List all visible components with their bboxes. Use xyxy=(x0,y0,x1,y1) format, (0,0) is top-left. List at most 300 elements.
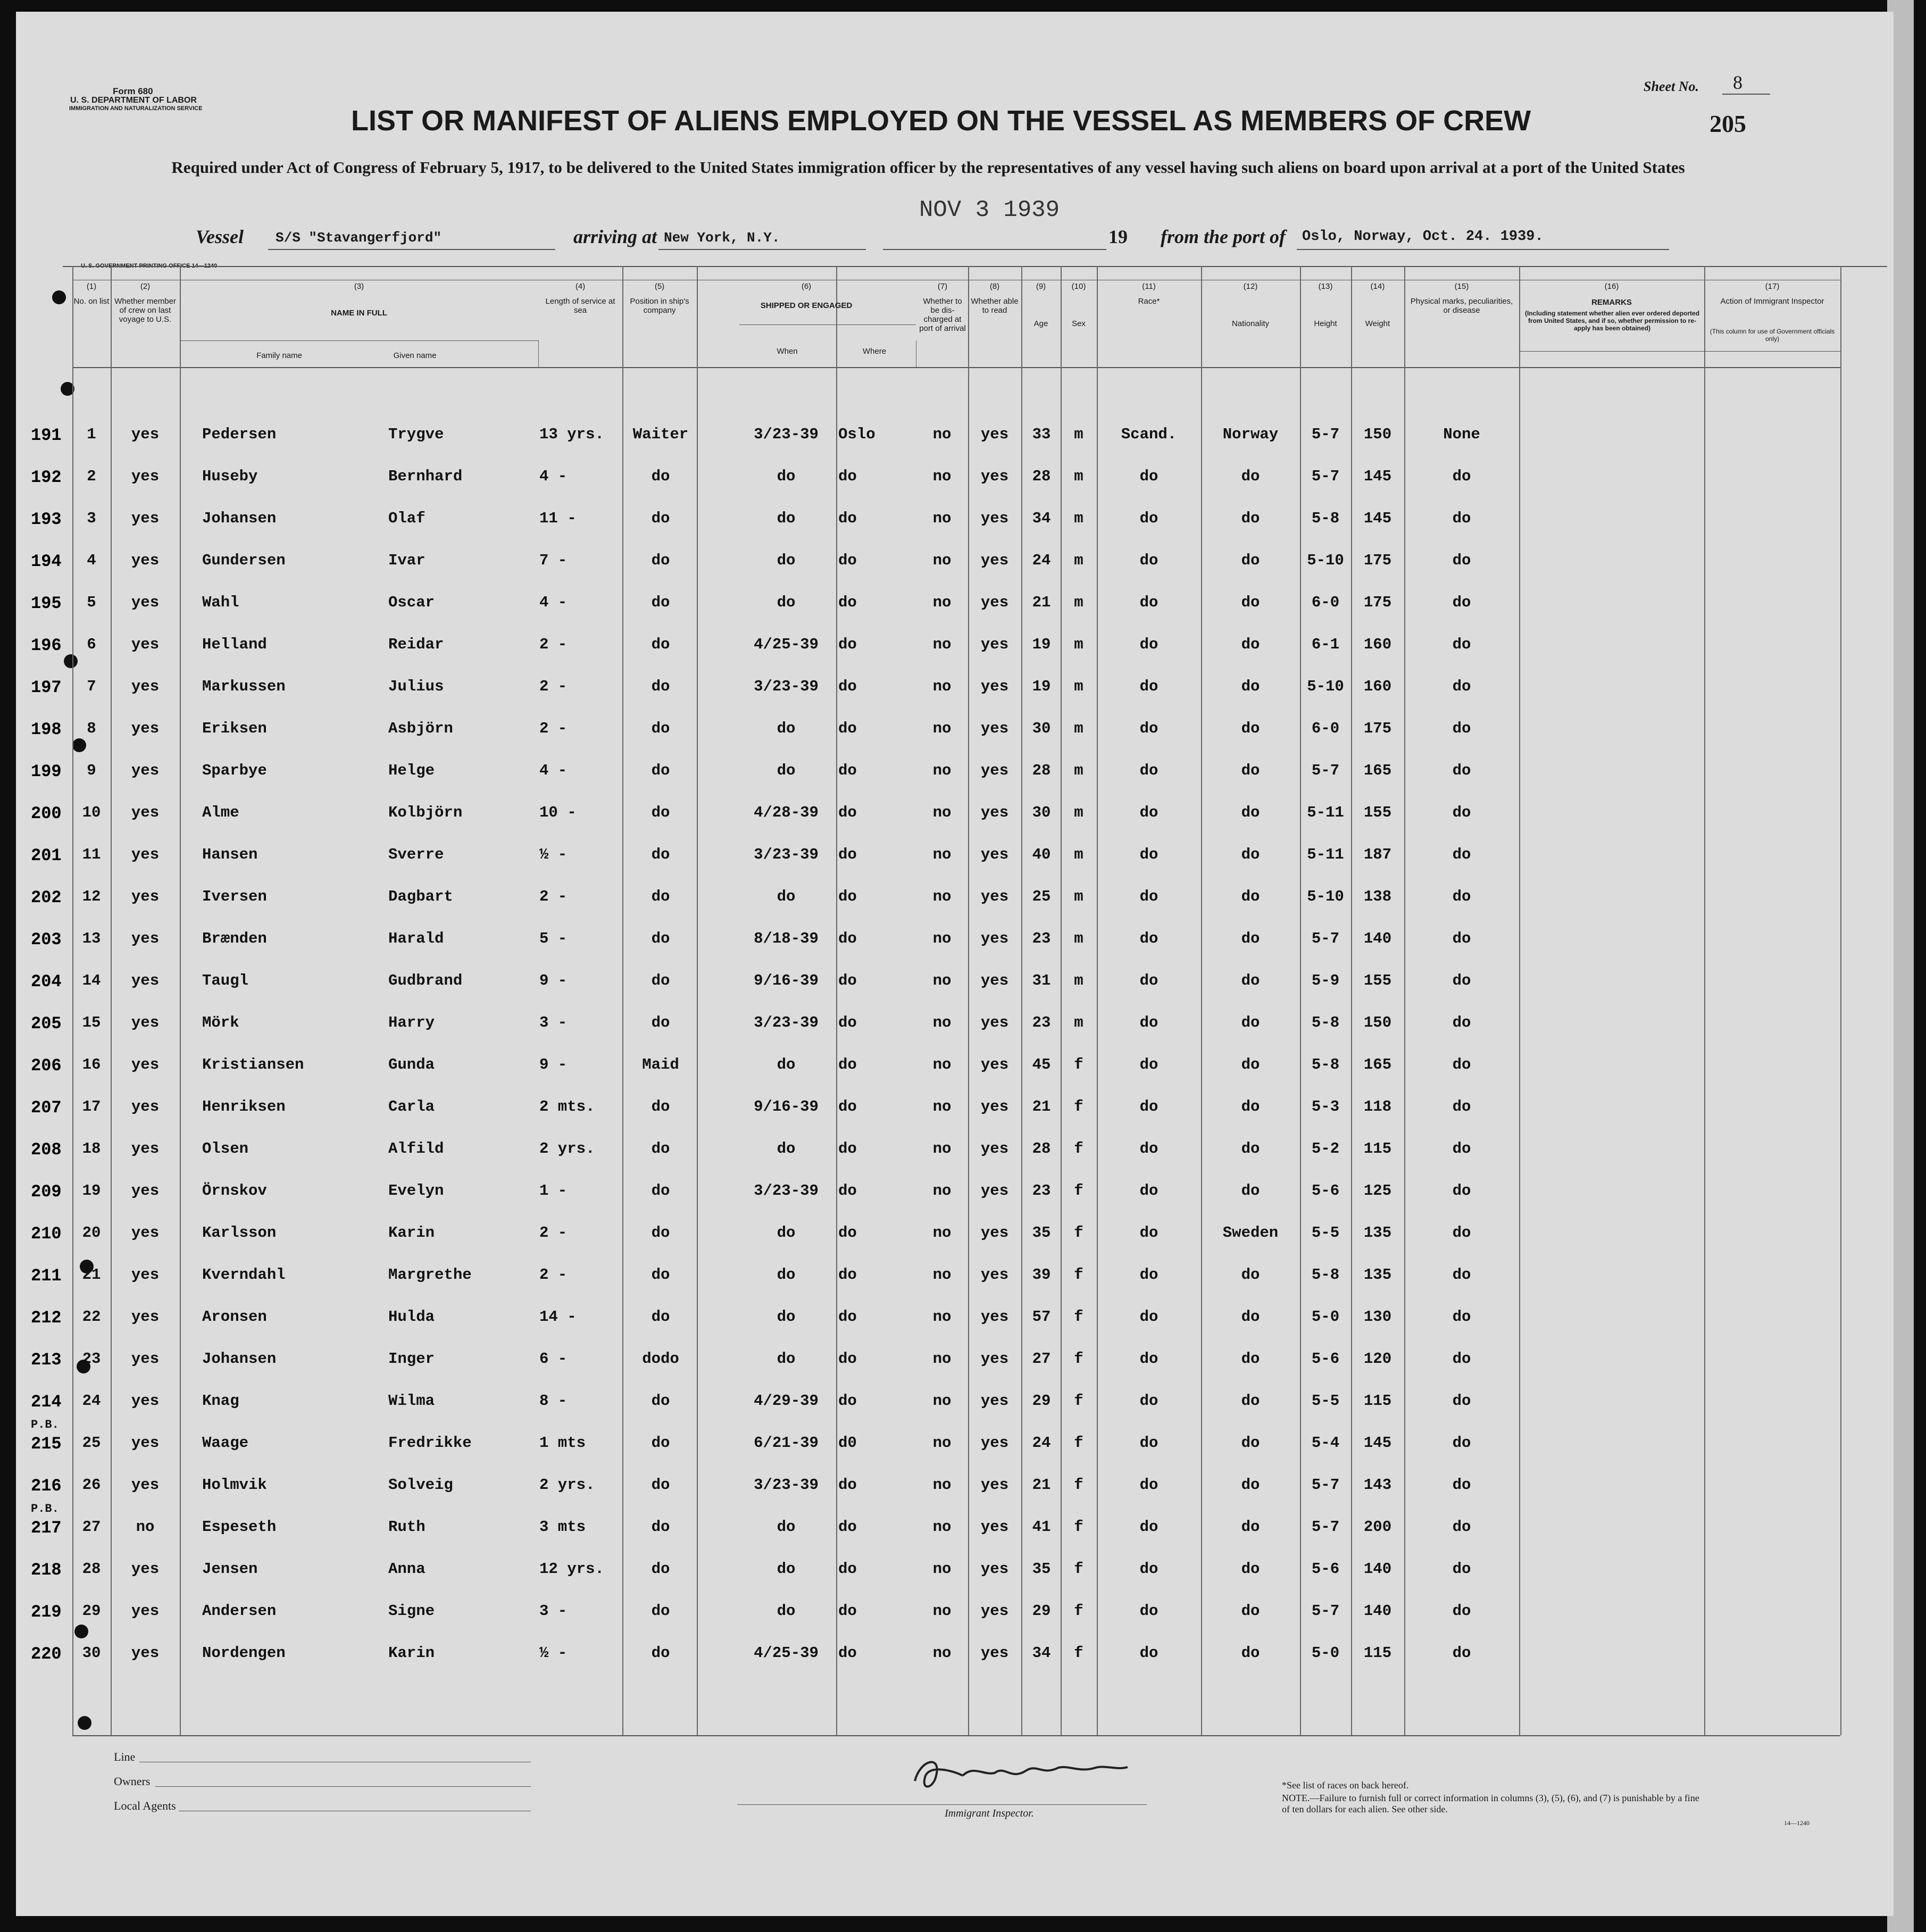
column-number: (3) xyxy=(354,282,364,291)
cell-sex: m xyxy=(1074,678,1083,695)
punch-hole xyxy=(74,1625,88,1638)
table-rule xyxy=(1351,266,1352,1735)
cell-last-voyage: yes xyxy=(131,1182,160,1200)
cell-family: Holmvik xyxy=(202,1476,267,1494)
cell-race: do xyxy=(1139,1182,1158,1200)
cell-age: 30 xyxy=(1032,804,1051,821)
cell-discharged: no xyxy=(932,1224,952,1242)
cell-discharged: no xyxy=(932,678,952,695)
cell-family: Eriksen xyxy=(202,720,267,737)
column-header: Whether to be dis-charged at port of arrival xyxy=(919,297,966,333)
cell-serial: 208 xyxy=(31,1140,62,1160)
cell-marks: do xyxy=(1452,1182,1471,1200)
cell-when: do xyxy=(777,762,796,779)
cell-nationality: do xyxy=(1241,1602,1260,1620)
cell-position: do xyxy=(651,1266,670,1284)
cell-race: do xyxy=(1139,846,1158,863)
cell-nationality: do xyxy=(1241,1266,1260,1284)
cell-nationality: do xyxy=(1241,1182,1260,1200)
cell-no: 23 xyxy=(82,1350,101,1368)
cell-weight: 145 xyxy=(1363,510,1392,527)
cell-where: do xyxy=(838,636,857,653)
cell-weight: 140 xyxy=(1363,1602,1392,1620)
cell-serial: 207 xyxy=(31,1098,62,1118)
cell-where: do xyxy=(838,1350,857,1368)
cell-age: 24 xyxy=(1032,552,1051,569)
cell-serial: 203 xyxy=(31,930,62,950)
cell-read: yes xyxy=(980,762,1009,779)
cell-marks: do xyxy=(1452,846,1471,863)
cell-no: 5 xyxy=(87,594,96,611)
cell-discharged: no xyxy=(932,552,952,569)
cell-nationality: do xyxy=(1241,846,1260,863)
cell-position: do xyxy=(651,468,670,485)
cell-discharged: no xyxy=(932,720,952,737)
cell-weight: 175 xyxy=(1363,594,1392,611)
cell-age: 23 xyxy=(1032,1182,1051,1200)
cell-position: do xyxy=(651,1224,670,1242)
cell-height: 5-5 xyxy=(1311,1392,1340,1410)
punch-hole xyxy=(64,654,78,668)
cell-marks: do xyxy=(1452,1224,1471,1242)
cell-service: 5 - xyxy=(539,930,568,947)
cell-weight: 165 xyxy=(1363,1056,1392,1073)
cell-where: do xyxy=(838,678,857,695)
cell-weight: 115 xyxy=(1363,1140,1392,1157)
manifest-subtitle: Required under Act of Congress of February 5, 1917, to be delivered to the United States immigration officer by the representatives of any vessel having such aliens on board upon arrival at a port of the United States xyxy=(171,158,1685,177)
cell-serial: 205 xyxy=(31,1014,62,1034)
cell-when: do xyxy=(777,594,796,611)
cell-family: Mörk xyxy=(202,1014,239,1031)
cell-service: 2 - xyxy=(539,1224,568,1242)
cell-given: Evelyn xyxy=(388,1182,444,1200)
cell-given: Harald xyxy=(388,930,444,947)
pb-mark: P.B. xyxy=(31,1502,59,1515)
cell-sex: f xyxy=(1074,1518,1083,1536)
cell-age: 29 xyxy=(1032,1392,1051,1410)
cell-no: 14 xyxy=(82,972,101,989)
cell-sex: f xyxy=(1074,1350,1083,1368)
owners-underline xyxy=(155,1786,531,1787)
cell-serial: 192 xyxy=(31,468,62,487)
cell-family: Huseby xyxy=(202,468,258,485)
cell-position: do xyxy=(651,1518,670,1536)
cell-position: do xyxy=(651,720,670,737)
cell-sex: m xyxy=(1074,468,1083,485)
column-header: Race* xyxy=(1138,297,1160,306)
cell-read: yes xyxy=(980,1140,1009,1157)
cell-family: Karlsson xyxy=(202,1224,277,1242)
cell-weight: 187 xyxy=(1363,846,1392,863)
cell-serial: 197 xyxy=(31,678,62,697)
cell-nationality: do xyxy=(1241,1644,1260,1662)
cell-weight: 175 xyxy=(1363,552,1392,569)
cell-family: Knag xyxy=(202,1392,239,1410)
cell-no: 16 xyxy=(82,1056,101,1073)
cell-height: 6-0 xyxy=(1311,594,1340,611)
cell-service: 9 - xyxy=(539,1056,568,1073)
cell-when: 3/23-39 xyxy=(754,1014,819,1031)
cell-read: yes xyxy=(980,1098,1009,1115)
cell-no: 21 xyxy=(82,1266,101,1284)
cell-age: 57 xyxy=(1032,1308,1051,1326)
cell-position: do xyxy=(651,1140,670,1157)
cell-weight: 115 xyxy=(1363,1392,1392,1410)
date-underline xyxy=(883,249,1106,250)
cell-when: 3/23-39 xyxy=(754,1182,819,1200)
cell-where: do xyxy=(838,510,857,527)
cell-race: do xyxy=(1139,1560,1158,1578)
cell-last-voyage: yes xyxy=(131,1308,160,1326)
cell-height: 5-2 xyxy=(1311,1140,1340,1157)
cell-race: do xyxy=(1139,1308,1158,1326)
table-rule xyxy=(1097,266,1098,1735)
column-header: Whether able to read xyxy=(971,297,1019,315)
cell-discharged: no xyxy=(932,1434,952,1452)
cell-nationality: do xyxy=(1241,1476,1260,1494)
cell-last-voyage: yes xyxy=(131,804,160,821)
cell-when: do xyxy=(777,1266,796,1284)
cell-service: 2 yrs. xyxy=(539,1476,595,1494)
table-rule xyxy=(538,340,539,367)
cell-discharged: no xyxy=(932,510,952,527)
cell-height: 5-7 xyxy=(1311,1476,1340,1494)
cell-discharged: no xyxy=(932,1266,952,1284)
cell-height: 5-7 xyxy=(1311,930,1340,947)
column-header: Sex xyxy=(1072,319,1086,328)
cell-last-voyage: yes xyxy=(131,888,160,905)
cell-position: do xyxy=(651,594,670,611)
cell-weight: 150 xyxy=(1363,426,1392,443)
cell-read: yes xyxy=(980,678,1009,695)
penalty-note: NOTE.—Failure to furnish full or correct information in columns (3), (5), (6), and (7) is punishable by a fine of ten dollars for each alien. See other side. xyxy=(1282,1793,1699,1814)
table-rule xyxy=(1300,266,1301,1735)
cell-marks: do xyxy=(1452,678,1471,695)
cell-sex: f xyxy=(1074,1056,1083,1073)
cell-where: do xyxy=(838,1056,857,1073)
cell-age: 23 xyxy=(1032,930,1051,947)
cell-no: 27 xyxy=(82,1518,101,1536)
cell-marks: do xyxy=(1452,1140,1471,1157)
cell-where: do xyxy=(838,1266,857,1284)
cell-age: 19 xyxy=(1032,678,1051,695)
cell-no: 11 xyxy=(82,846,101,863)
cell-age: 40 xyxy=(1032,846,1051,863)
cell-serial: 196 xyxy=(31,636,62,655)
cell-where: do xyxy=(838,594,857,611)
punch-hole xyxy=(72,738,86,752)
cell-service: 1 mts xyxy=(539,1434,586,1452)
cell-marks: do xyxy=(1452,1476,1471,1494)
cell-race: do xyxy=(1139,888,1158,905)
cell-service: 11 - xyxy=(539,510,577,527)
cell-family: Pedersen xyxy=(202,426,277,443)
cell-height: 5-11 xyxy=(1307,846,1344,863)
cell-race: do xyxy=(1139,1098,1158,1115)
table-rule xyxy=(697,266,698,1735)
cell-age: 28 xyxy=(1032,468,1051,485)
column-number: (17) xyxy=(1765,282,1780,291)
cell-height: 5-10 xyxy=(1307,552,1344,569)
cell-race: do xyxy=(1139,1140,1158,1157)
cell-weight: 143 xyxy=(1363,1476,1392,1494)
cell-sex: m xyxy=(1074,510,1083,527)
cell-where: do xyxy=(838,804,857,821)
cell-marks: do xyxy=(1452,1056,1471,1073)
cell-where: Oslo xyxy=(838,426,876,443)
cell-weight: 175 xyxy=(1363,720,1392,737)
cell-marks: do xyxy=(1452,594,1471,611)
vessel-label: Vessel xyxy=(196,226,244,247)
cell-serial: 217 xyxy=(31,1518,62,1538)
cell-service: 2 mts. xyxy=(539,1098,595,1115)
table-rule xyxy=(1021,266,1022,1735)
cell-discharged: no xyxy=(932,1098,952,1115)
cell-nationality: do xyxy=(1241,510,1260,527)
cell-height: 5-7 xyxy=(1311,426,1340,443)
sheet-label: Sheet No. xyxy=(1644,79,1699,94)
cell-service: ½ - xyxy=(539,1644,568,1662)
cell-race: do xyxy=(1139,552,1158,569)
cell-read: yes xyxy=(980,1392,1009,1410)
column-number: (14) xyxy=(1370,282,1385,291)
cell-family: Henriksen xyxy=(202,1098,286,1115)
cell-no: 2 xyxy=(87,468,96,485)
cell-given: Signe xyxy=(388,1602,435,1620)
cell-race: Scand. xyxy=(1121,426,1177,443)
cell-sex: m xyxy=(1074,888,1083,905)
cell-weight: 138 xyxy=(1363,888,1392,905)
cell-family: Helland xyxy=(202,636,267,653)
cell-weight: 140 xyxy=(1363,1560,1392,1578)
inspector-label: Immigrant Inspector. xyxy=(945,1808,1034,1819)
table-rule xyxy=(1704,266,1705,1735)
cell-age: 34 xyxy=(1032,510,1051,527)
cell-when: 8/18-39 xyxy=(754,930,819,947)
cell-given: Ruth xyxy=(388,1518,426,1536)
cell-where: do xyxy=(838,1098,857,1115)
cell-last-voyage: yes xyxy=(131,1350,160,1368)
cell-last-voyage: yes xyxy=(131,1560,160,1578)
table-rule xyxy=(1201,266,1202,1735)
cell-race: do xyxy=(1139,930,1158,947)
cell-read: yes xyxy=(980,1182,1009,1200)
cell-position: do xyxy=(651,636,670,653)
cell-sex: f xyxy=(1074,1308,1083,1326)
cell-nationality: Norway xyxy=(1222,426,1279,443)
departure-underline xyxy=(1297,249,1669,250)
cell-family: Olsen xyxy=(202,1140,249,1157)
cell-when: do xyxy=(777,1056,796,1073)
column-number: (16) xyxy=(1604,282,1619,291)
cell-nationality: do xyxy=(1241,594,1260,611)
cell-sex: m xyxy=(1074,762,1083,779)
cell-given: Ivar xyxy=(388,552,426,569)
cell-position: do xyxy=(651,1560,670,1578)
cell-family: Brænden xyxy=(202,930,267,947)
table-rule xyxy=(1519,266,1520,1735)
cell-discharged: no xyxy=(932,1308,952,1326)
action-note: (This column for use of Government officials only) xyxy=(1710,328,1835,343)
cell-last-voyage: yes xyxy=(131,1224,160,1242)
cell-service: 3 - xyxy=(539,1014,568,1031)
cell-nationality: do xyxy=(1241,552,1260,569)
cell-read: yes xyxy=(980,1644,1009,1662)
cell-last-voyage: yes xyxy=(131,1140,160,1157)
cell-no: 15 xyxy=(82,1014,101,1031)
cell-discharged: no xyxy=(932,1644,952,1662)
cell-serial: 201 xyxy=(31,846,62,865)
cell-read: yes xyxy=(980,426,1009,443)
column-number: (11) xyxy=(1142,282,1156,291)
cell-weight: 150 xyxy=(1363,1014,1392,1031)
column-number: (1) xyxy=(86,282,97,291)
cell-sex: m xyxy=(1074,804,1083,821)
cell-where: do xyxy=(838,720,857,737)
cell-given: Olaf xyxy=(388,510,426,527)
sub-header-given: Given name xyxy=(393,351,437,360)
cell-when: do xyxy=(777,1602,796,1620)
cell-sex: m xyxy=(1074,1014,1083,1031)
cell-nationality: do xyxy=(1241,1308,1260,1326)
from-port-label: from the port of xyxy=(1161,226,1286,247)
cell-age: 45 xyxy=(1032,1056,1051,1073)
cell-age: 21 xyxy=(1032,1476,1051,1494)
vessel-underline xyxy=(268,249,555,250)
cell-no: 19 xyxy=(82,1182,101,1200)
cell-no: 9 xyxy=(87,762,96,779)
cell-weight: 135 xyxy=(1363,1266,1392,1284)
table-rule xyxy=(1404,266,1405,1735)
cell-height: 5-6 xyxy=(1311,1350,1340,1368)
cell-last-voyage: no xyxy=(136,1518,155,1536)
cell-nationality: do xyxy=(1241,1518,1260,1536)
cell-given: Anna xyxy=(388,1560,426,1578)
cell-marks: do xyxy=(1452,762,1471,779)
cell-serial: 210 xyxy=(31,1224,62,1244)
cell-no: 29 xyxy=(82,1602,101,1620)
cell-race: do xyxy=(1139,1518,1158,1536)
cell-position: do xyxy=(651,888,670,905)
cell-position: do xyxy=(651,1602,670,1620)
cell-last-voyage: yes xyxy=(131,972,160,989)
cell-discharged: no xyxy=(932,594,952,611)
cell-given: Wilma xyxy=(388,1392,435,1410)
cell-nationality: do xyxy=(1241,468,1260,485)
cell-weight: 120 xyxy=(1363,1350,1392,1368)
vessel-name: S/S "Stavangerfjord" xyxy=(276,230,442,246)
cell-race: do xyxy=(1139,762,1158,779)
cell-serial: 199 xyxy=(31,762,62,781)
cell-sex: m xyxy=(1074,720,1083,737)
cell-given: Kolbjörn xyxy=(388,804,463,821)
cell-weight: 155 xyxy=(1363,972,1392,989)
cell-sex: m xyxy=(1074,636,1083,653)
inspector-signature xyxy=(904,1744,1138,1802)
cell-nationality: do xyxy=(1241,636,1260,653)
cell-age: 35 xyxy=(1032,1224,1051,1242)
form-code: 14—1240 xyxy=(1784,1819,1810,1827)
cell-family: Wahl xyxy=(202,594,239,611)
arrival-port: New York, N.Y. xyxy=(664,230,780,246)
cell-where: do xyxy=(838,930,857,947)
cell-position: do xyxy=(651,762,670,779)
cell-when: 3/23-39 xyxy=(754,846,819,863)
cell-nationality: do xyxy=(1241,1140,1260,1157)
column-header: Action of Immigrant Inspector xyxy=(1720,297,1824,306)
cell-position: do xyxy=(651,1644,670,1662)
column-number: (7) xyxy=(937,282,948,291)
cell-read: yes xyxy=(980,1266,1009,1284)
cell-sex: f xyxy=(1074,1392,1083,1410)
cell-discharged: no xyxy=(932,930,952,947)
cell-height: 5-8 xyxy=(1311,1014,1340,1031)
column-number: (2) xyxy=(140,282,151,291)
cell-given: Gudbrand xyxy=(388,972,463,989)
table-rule xyxy=(72,367,1840,368)
cell-serial: 204 xyxy=(31,972,62,992)
table-rule xyxy=(180,266,181,1735)
cell-marks: do xyxy=(1452,888,1471,905)
cell-service: 2 yrs. xyxy=(539,1140,595,1157)
cell-given: Karin xyxy=(388,1644,435,1662)
cell-no: 13 xyxy=(82,930,101,947)
cell-read: yes xyxy=(980,930,1009,947)
cell-race: do xyxy=(1139,1602,1158,1620)
cell-discharged: no xyxy=(932,972,952,989)
column-number: (9) xyxy=(1036,282,1046,291)
manifest-title: LIST OR MANIFEST OF ALIENS EMPLOYED ON THE VESSEL AS MEMBERS OF CREW xyxy=(351,105,1531,137)
cell-given: Karin xyxy=(388,1224,435,1242)
column-number: (8) xyxy=(989,282,1000,291)
cell-marks: None xyxy=(1443,426,1480,443)
cell-discharged: no xyxy=(932,1560,952,1578)
cell-where: do xyxy=(838,1602,857,1620)
punch-hole xyxy=(78,1716,91,1730)
cell-nationality: do xyxy=(1241,1434,1260,1452)
cell-family: Taugl xyxy=(202,972,249,989)
column-header: NAME IN FULL xyxy=(331,309,387,318)
cell-weight: 160 xyxy=(1363,678,1392,695)
column-number: (4) xyxy=(575,282,586,291)
table-rule xyxy=(739,324,916,325)
sub-header-family: Family name xyxy=(256,351,302,360)
cell-read: yes xyxy=(980,720,1009,737)
cell-position: do xyxy=(651,1434,670,1452)
sheet-number: 8 xyxy=(1733,72,1742,93)
cell-last-voyage: yes xyxy=(131,1014,160,1031)
cell-given: Gunda xyxy=(388,1056,435,1073)
cell-no: 7 xyxy=(87,678,96,695)
cell-age: 35 xyxy=(1032,1560,1051,1578)
cell-serial: 191 xyxy=(31,426,62,445)
cell-last-voyage: yes xyxy=(131,1266,160,1284)
column-header: Weight xyxy=(1365,319,1390,328)
cell-last-voyage: yes xyxy=(131,1392,160,1410)
cell-when: 6/21-39 xyxy=(754,1434,819,1452)
cell-nationality: do xyxy=(1241,678,1260,695)
cell-position: do xyxy=(651,1182,670,1200)
table-rule xyxy=(622,266,623,1735)
cell-height: 5-0 xyxy=(1311,1308,1340,1326)
cell-discharged: no xyxy=(932,1056,952,1073)
cell-sex: m xyxy=(1074,972,1083,989)
cell-race: do xyxy=(1139,1266,1158,1284)
cell-age: 34 xyxy=(1032,1644,1051,1662)
cell-discharged: no xyxy=(932,1476,952,1494)
cell-service: 7 - xyxy=(539,552,568,569)
cell-height: 5-8 xyxy=(1311,1266,1340,1284)
